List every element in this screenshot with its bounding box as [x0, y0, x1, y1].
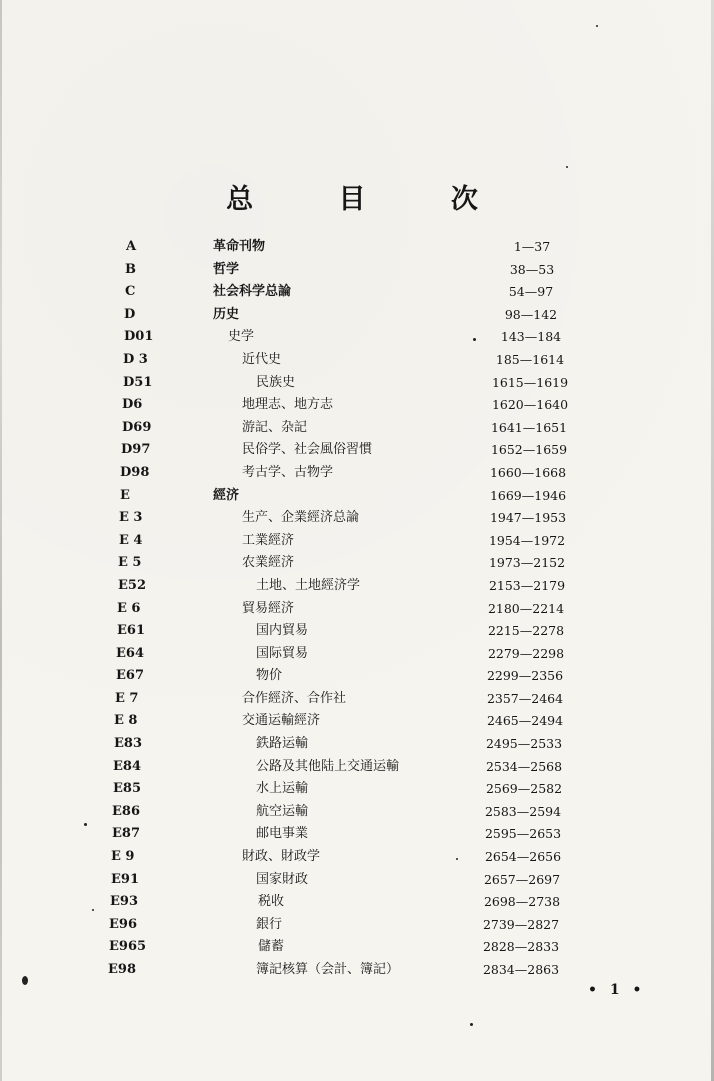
toc-code: E93 — [110, 894, 138, 910]
toc-page-range: 2834—2863 — [482, 962, 560, 977]
toc-row — [0, 891, 714, 914]
toc-code: E85 — [113, 781, 141, 797]
toc-label: 公路及其他陆上交通运輸 — [256, 758, 400, 774]
toc-label: 鉄路运輸 — [256, 736, 309, 752]
toc-row — [0, 598, 714, 621]
toc-label: 工業經济 — [242, 532, 295, 548]
toc-label: 考古学、古物学 — [242, 464, 334, 480]
toc-code: D — [124, 306, 136, 322]
toc-label: 国内貿易 — [256, 623, 309, 639]
toc-page-range: 2534—2568 — [485, 758, 563, 774]
toc-row — [0, 417, 714, 440]
toc-label: 地理志、地方志 — [242, 397, 334, 413]
toc-page-range: 2657—2697 — [483, 871, 561, 887]
toc-row — [0, 552, 714, 575]
toc-page-range: 2215—2278 — [487, 623, 565, 639]
toc-code: E 8 — [114, 713, 138, 729]
toc-row — [0, 959, 714, 982]
toc-page-range: 2595—2653 — [484, 826, 562, 842]
toc-page-range: 2739—2827 — [482, 916, 560, 932]
toc-row — [0, 349, 714, 372]
toc-label: 儲蓄 — [258, 939, 285, 955]
toc-code: E52 — [118, 577, 146, 593]
page-title: 总 目 次 — [226, 184, 516, 215]
toc-row — [0, 643, 714, 666]
toc-label: 民俗学、社会風俗習慣 — [242, 442, 373, 458]
toc-page-range: 2357—2464 — [486, 690, 564, 706]
toc-code: E 5 — [118, 555, 142, 571]
toc-code: C — [125, 284, 136, 300]
toc-page-range: 1669—1946 — [489, 487, 567, 503]
toc-row — [0, 869, 714, 892]
toc-code: D97 — [121, 442, 151, 458]
toc-code: E67 — [116, 668, 144, 684]
toc-label: 社会科学总論 — [213, 284, 292, 300]
scan-speck — [566, 166, 568, 168]
toc-label: 經济 — [213, 487, 240, 503]
toc-page-range: 1954—1972 — [488, 532, 566, 548]
toc-page-range: 54—97 — [508, 284, 554, 300]
toc-page-range: 98—142 — [504, 306, 558, 322]
toc-row — [0, 756, 714, 779]
toc-code: E86 — [112, 803, 140, 819]
toc-row — [0, 462, 714, 485]
toc-label: 物价 — [256, 668, 283, 684]
toc-page-range: 2698—2738 — [483, 894, 561, 910]
toc-page-range: 2465—2494 — [486, 713, 564, 729]
toc-row — [0, 846, 714, 869]
toc-code: E — [120, 487, 130, 503]
toc-row — [0, 485, 714, 508]
toc-code: D6 — [122, 397, 143, 413]
toc-page-range: 38—53 — [509, 261, 555, 277]
toc-code: E 6 — [117, 600, 141, 616]
toc-row — [0, 620, 714, 643]
toc-row — [0, 688, 714, 711]
toc-row — [0, 733, 714, 756]
toc-label: 簿記核算（会計、簿記） — [256, 962, 400, 977]
toc-code: B — [125, 261, 136, 277]
toc-row — [0, 575, 714, 598]
toc-page-range: 1641—1651 — [490, 419, 568, 435]
toc-page-range: 2495—2533 — [485, 736, 563, 752]
toc-row — [0, 236, 714, 259]
toc-row — [0, 394, 714, 417]
toc-code: E61 — [117, 623, 145, 639]
toc-label: 土地、土地經济学 — [256, 577, 361, 593]
toc-label: 游記、杂記 — [242, 419, 308, 435]
toc-label: 哲学 — [213, 261, 240, 277]
toc-page-range: 2180—2214 — [487, 600, 565, 616]
toc-code: D 3 — [123, 351, 148, 367]
toc-label: 史学 — [228, 329, 255, 345]
toc-code: D51 — [123, 374, 153, 390]
toc-row — [0, 710, 714, 733]
toc-code: A — [126, 239, 137, 254]
toc-page-range: 2828—2833 — [482, 939, 560, 955]
toc-label: 水上运輸 — [256, 781, 309, 797]
toc-row — [0, 914, 714, 937]
toc-code: E 7 — [115, 690, 139, 706]
toc-page-range: 2569—2582 — [485, 781, 563, 797]
toc-row — [0, 778, 714, 801]
toc-row — [0, 259, 714, 282]
toc-code: E 3 — [119, 510, 143, 526]
toc-page-range: 2153—2179 — [488, 577, 566, 593]
toc-label: 近代史 — [242, 351, 282, 367]
toc-code: D69 — [122, 419, 152, 435]
toc-page-range: 185—1614 — [495, 351, 565, 367]
toc-label: 貿易經济 — [242, 600, 295, 616]
toc-row — [0, 801, 714, 824]
toc-row — [0, 823, 714, 846]
toc-code: E83 — [114, 736, 142, 752]
scan-speck — [92, 909, 94, 911]
toc-page-range: 143—184 — [500, 329, 562, 345]
toc-row — [0, 530, 714, 553]
scan-speck — [84, 823, 87, 826]
toc-row — [0, 304, 714, 327]
toc-row — [0, 372, 714, 395]
toc-label: 財政、財政学 — [242, 849, 321, 865]
toc-label: 民族史 — [256, 374, 296, 390]
toc-page-range: 1973—2152 — [488, 555, 566, 571]
scan-speck — [473, 338, 476, 341]
toc-label: 革命刊物 — [213, 239, 266, 254]
toc-label: 历史 — [213, 306, 240, 322]
toc-label: 航空运輸 — [256, 803, 309, 819]
toc-code: E965 — [109, 939, 147, 955]
toc-row — [0, 281, 714, 304]
toc-page-range: 2654—2656 — [484, 849, 562, 865]
toc-page-range: 2583—2594 — [484, 803, 562, 819]
toc-code: E87 — [112, 826, 140, 842]
toc-code: E 4 — [119, 532, 143, 548]
toc-code: D98 — [120, 464, 150, 480]
scan-speck — [470, 1023, 473, 1026]
toc-label: 国际貿易 — [256, 645, 309, 661]
toc-page-range: 1652—1659 — [490, 442, 568, 458]
toc-label: 国家財政 — [256, 871, 309, 887]
toc-code: E84 — [113, 758, 141, 774]
toc-label: 邮电事業 — [256, 826, 309, 842]
toc-row — [0, 507, 714, 530]
scan-speck — [456, 858, 458, 860]
page-number: • 1 • — [588, 982, 646, 998]
toc-page-range: 1615—1619 — [491, 374, 569, 390]
toc-page-range: 1947—1953 — [489, 510, 567, 526]
toc-row — [0, 326, 714, 349]
toc-code: E91 — [111, 871, 139, 887]
toc-page-range: 1620—1640 — [491, 397, 569, 413]
toc-page-range: 2279—2298 — [487, 645, 565, 661]
toc-page-range: 2299—2356 — [486, 668, 564, 684]
scan-speck — [22, 976, 28, 985]
toc-code: E64 — [116, 645, 144, 661]
toc-label: 合作經济、合作社 — [242, 690, 347, 706]
toc-row — [0, 665, 714, 688]
toc-row — [0, 439, 714, 462]
toc-code: E98 — [108, 962, 136, 977]
toc-label: 交通运輸經济 — [242, 713, 321, 729]
toc-page-range: 1—37 — [513, 239, 551, 254]
toc-label: 农業經济 — [242, 555, 295, 571]
table-of-contents — [0, 236, 714, 982]
toc-label: 税收 — [258, 894, 285, 910]
toc-label: 銀行 — [256, 916, 283, 932]
toc-code: E96 — [109, 916, 137, 932]
scan-speck — [596, 25, 598, 27]
toc-row — [0, 936, 714, 959]
toc-code: D01 — [124, 329, 154, 345]
toc-code: E 9 — [111, 849, 135, 865]
toc-label: 生产、企業經济总論 — [242, 510, 360, 526]
toc-page-range: 1660—1668 — [489, 464, 567, 480]
